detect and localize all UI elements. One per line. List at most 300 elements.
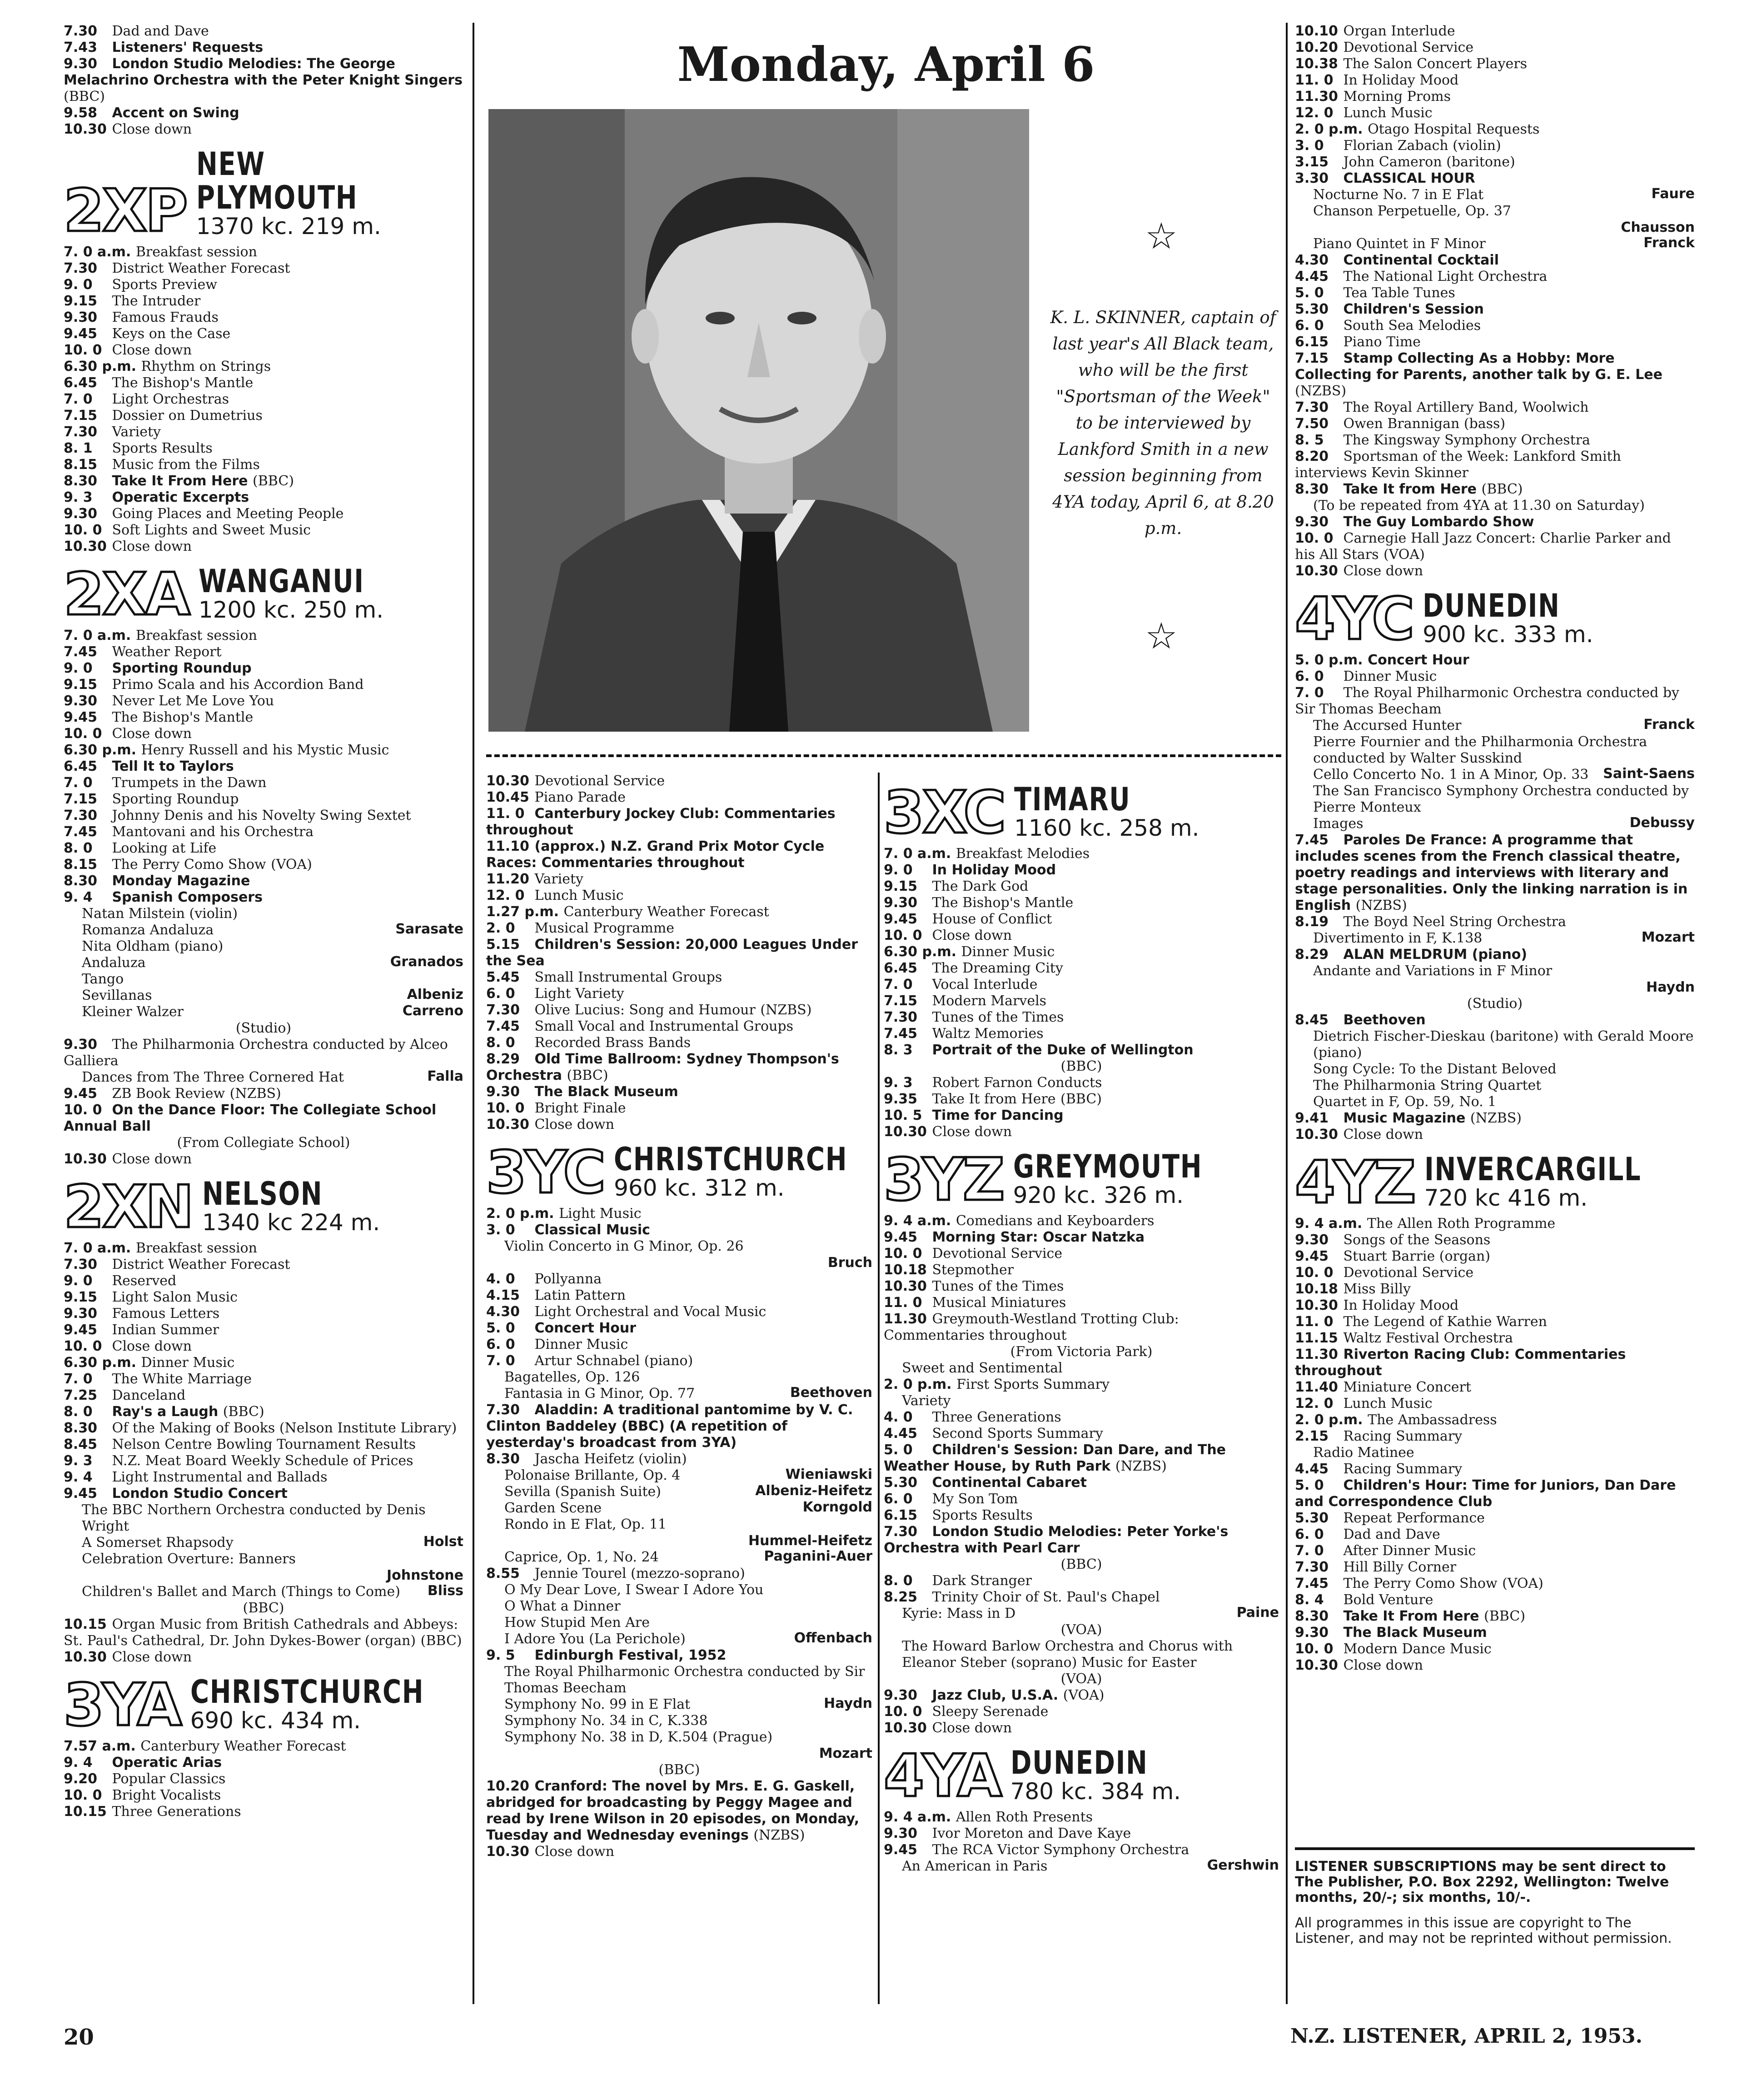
programme-time: 11. 0 xyxy=(1295,1314,1334,1330)
programme-time: 2. 0 p.m. xyxy=(486,1206,554,1222)
copyright-notice: All programmes in this issue are copyright to The Listener, and may not be reprinted without permission. xyxy=(1295,1915,1672,1946)
programme-row xyxy=(1295,1428,1695,1444)
programme-title: Breakfast session xyxy=(135,628,257,643)
programme-time: 6. 0 xyxy=(486,1337,515,1352)
programme-detail xyxy=(1295,783,1695,815)
programme-row xyxy=(1295,563,1695,579)
programme-title: Comedians and Keyboarders xyxy=(956,1213,1155,1229)
programme-title: Dad and Dave xyxy=(112,23,209,39)
detail-text: Tango xyxy=(82,971,124,987)
programme-time: 8.29 xyxy=(486,1051,520,1067)
programme-time: 10.10 xyxy=(1295,23,1338,39)
programme-time: 11. 0 xyxy=(884,1295,922,1311)
programme-detail xyxy=(486,1483,872,1500)
programme-title: Lunch Music xyxy=(1343,1396,1433,1412)
station-header xyxy=(64,145,463,245)
programme-title: Dinner Music xyxy=(961,944,1055,960)
programme-time: 11.30 xyxy=(1295,1347,1338,1362)
station-callsign: 4YA xyxy=(884,1742,1000,1810)
programme-time: 4.30 xyxy=(486,1304,520,1320)
programme-title: The National Light Orchestra xyxy=(1343,269,1548,284)
composer-line xyxy=(486,1254,872,1271)
programme-title: Jennie Tourel (mezzo-soprano) xyxy=(534,1566,745,1581)
programme-title: After Dinner Music xyxy=(1343,1543,1476,1559)
programme-title: Concert Hour xyxy=(534,1320,637,1336)
station-frequency: 960 kc. 312 m. xyxy=(614,1175,785,1201)
programme-title: Ray's a Laugh xyxy=(112,1404,219,1420)
programme-title: Devotional Service xyxy=(534,773,665,789)
programme-title: Racing Summary xyxy=(1343,1428,1463,1444)
programme-time: 9. 5 xyxy=(486,1647,515,1663)
programme-row xyxy=(64,1272,463,1289)
programme-title: Sporting Roundup xyxy=(112,791,239,807)
programme-time: 7.30 xyxy=(884,1009,918,1025)
programme-time: 7.30 xyxy=(1295,399,1329,415)
programme-title: Close down xyxy=(112,1649,192,1665)
detail-text: Kleiner Walzer xyxy=(82,1004,184,1020)
programme-title: Piano Time xyxy=(1343,334,1421,350)
programme-row xyxy=(884,911,1279,927)
programme-detail xyxy=(884,1858,1279,1874)
programme-row xyxy=(884,845,1279,862)
programme-time: 9.45 xyxy=(884,1229,918,1245)
subscriptions-box xyxy=(1295,1834,1695,1946)
programme-time: 5.15 xyxy=(486,937,520,953)
programme-detail xyxy=(1295,203,1695,219)
programme-time: 10. 5 xyxy=(884,1107,922,1123)
programme-row xyxy=(1295,913,1695,930)
programme-time: 9. 0 xyxy=(64,277,93,293)
programme-title: Carnegie Hall Jazz Concert: Charlie Parker and his All Stars xyxy=(1295,530,1671,563)
composer-name: Franck xyxy=(1643,717,1695,733)
programme-time: 10.38 xyxy=(1295,56,1338,72)
programme-time: 7.30 xyxy=(64,424,98,440)
programme-title: Edinburgh Festival, 1952 xyxy=(534,1647,727,1663)
programme-title: Breakfast session xyxy=(135,244,257,260)
programme-detail xyxy=(884,1360,1279,1376)
programme-time: 4.45 xyxy=(1295,269,1329,284)
detail-text: Symphony No. 38 in D, K.504 (Prague) xyxy=(504,1729,773,1745)
programme-row xyxy=(1295,832,1695,913)
programme-row xyxy=(64,1616,463,1649)
programme-row xyxy=(64,1420,463,1436)
programme-time: 9.45 xyxy=(64,1486,98,1501)
programme-row xyxy=(64,1322,463,1338)
programme-title: The Bishop's Mantle xyxy=(112,709,254,725)
programme-time: 9.45 xyxy=(64,1086,98,1102)
programme-time: 3.15 xyxy=(1295,154,1329,170)
programme-row xyxy=(884,1262,1279,1278)
programme-detail xyxy=(1295,1061,1695,1077)
programme-row xyxy=(486,1451,872,1467)
programme-title: The Kingsway Symphony Orchestra xyxy=(1343,432,1590,448)
station-info xyxy=(202,1177,380,1234)
programme-row xyxy=(1295,1542,1695,1559)
programme-time: 10.20 xyxy=(486,1778,529,1794)
programme-title: The Royal Philharmonic Orchestra conducted by Sir Thomas Beecham xyxy=(1295,685,1679,717)
star-icon: ☆ xyxy=(1145,215,1178,257)
programme-row xyxy=(884,1425,1279,1442)
programme-title: Old Time Ballroom: Sydney Thompson's Orchestra xyxy=(486,1051,839,1083)
programme-row xyxy=(486,838,872,871)
programme-row xyxy=(64,807,463,823)
programme-source: (BBC) xyxy=(1060,1091,1102,1107)
programme-time: 6.30 p.m. xyxy=(884,944,956,960)
schedule-column-4 xyxy=(1295,23,1695,1673)
programme-time: 10. 0 xyxy=(486,1100,525,1116)
programme-title: Small Vocal and Instrumental Groups xyxy=(534,1018,794,1034)
programme-title: Canterbury Jockey Club: Commentaries throughout xyxy=(486,806,836,838)
programme-row xyxy=(1295,432,1695,448)
programme-time: 12. 0 xyxy=(1295,105,1334,121)
programme-row xyxy=(1295,1575,1695,1591)
programme-row xyxy=(64,440,463,456)
programme-row xyxy=(1295,88,1695,105)
programme-row xyxy=(884,1491,1279,1507)
programme-row xyxy=(64,627,463,643)
detail-text: Images xyxy=(1313,816,1364,832)
programme-title: Dinner Music xyxy=(1343,668,1437,684)
programme-title: Close down xyxy=(932,1124,1012,1140)
programme-time: 9.41 xyxy=(1295,1110,1329,1126)
programme-note xyxy=(64,1134,463,1151)
station-info xyxy=(1013,1150,1249,1207)
programme-row xyxy=(64,758,463,774)
programme-title: Close down xyxy=(932,1720,1012,1736)
programme-row xyxy=(1295,668,1695,684)
detail-text: Bagatelles, Op. 126 xyxy=(504,1369,640,1385)
programme-row xyxy=(64,1771,463,1787)
programme-detail xyxy=(1295,766,1695,783)
programme-title: Stepmother xyxy=(932,1262,1014,1278)
programme-time: 2. 0 p.m. xyxy=(1295,1412,1363,1428)
programme-source: (VOA) xyxy=(1502,1576,1543,1591)
programme-detail xyxy=(486,1516,872,1532)
programme-title: Close down xyxy=(932,928,1012,943)
programme-time: 7.15 xyxy=(64,791,98,807)
programme-note xyxy=(884,1343,1279,1360)
programme-time: 8. 1 xyxy=(64,440,93,456)
programme-time: 9.15 xyxy=(884,878,918,894)
programme-row xyxy=(64,660,463,676)
programme-row xyxy=(64,39,463,55)
programme-title: Close down xyxy=(534,1117,615,1132)
programme-row xyxy=(64,1354,463,1371)
station-frequency: 900 kc. 333 m. xyxy=(1423,621,1593,648)
programme-title: Greymouth-Westland Trotting Club: Commentaries throughout xyxy=(884,1311,1179,1343)
programme-row xyxy=(64,1371,463,1387)
station-city: CHRISTCHURCH xyxy=(614,1141,848,1178)
programme-title: The Intruder xyxy=(112,293,201,309)
programme-title: Breakfast session xyxy=(135,1240,257,1256)
programme-row xyxy=(1295,1330,1695,1346)
programme-time: 9.45 xyxy=(1295,1248,1329,1264)
programme-row xyxy=(1295,1126,1695,1142)
programme-time: 8. 4 xyxy=(1295,1592,1324,1608)
programme-row xyxy=(486,1100,872,1116)
programme-source: (NZBS) xyxy=(753,1827,805,1843)
programme-time: 9.58 xyxy=(64,105,98,121)
programme-time: 9. 3 xyxy=(64,1453,93,1469)
programme-title: Artur Schnabel (piano) xyxy=(534,1353,693,1369)
programme-title: ZB Book Review xyxy=(112,1086,225,1102)
note-text: (BBC) xyxy=(1060,1058,1102,1074)
note-text: (Studio) xyxy=(1467,996,1523,1012)
programme-row xyxy=(1295,530,1695,563)
programme-row xyxy=(884,878,1279,894)
station-city: DUNEDIN xyxy=(1423,587,1560,624)
programme-title: Canterbury Weather Forecast xyxy=(140,1738,346,1754)
programme-time: 7.25 xyxy=(64,1387,98,1403)
programme-time: 10. 0 xyxy=(1295,1265,1334,1281)
programme-title: Close down xyxy=(1343,1657,1423,1673)
programme-detail xyxy=(1295,186,1695,203)
programme-title: Johnny Denis and his Novelty Swing Sextet xyxy=(112,808,411,823)
programme-note xyxy=(884,1621,1279,1638)
programme-title: Cranford: The novel by Mrs. E. G. Gaskell, abridged for broadcasting by Peggy Magee and read by Irene Wilson in 20 episodes, on Monday, Tuesday and Wednesday evenings xyxy=(486,1778,860,1843)
programme-title: Trinity Choir of St. Paul's Chapel xyxy=(932,1589,1160,1605)
station-header xyxy=(884,1742,1279,1810)
programme-time: 8.45 xyxy=(64,1437,98,1452)
programme-detail xyxy=(486,1549,872,1565)
programme-title: Light Variety xyxy=(534,986,624,1002)
programme-row xyxy=(64,244,463,260)
programme-title: Children's Session xyxy=(1343,301,1484,317)
programme-title: The Black Museum xyxy=(534,1084,678,1100)
programme-time: 8.20 xyxy=(1295,449,1329,464)
programme-time: 9. 4 a.m. xyxy=(884,1213,951,1229)
programme-title: Music from the Films xyxy=(112,457,260,473)
detail-text: Dances from The Three Cornered Hat xyxy=(82,1069,344,1085)
composer-name: Saint-Saens xyxy=(1603,766,1695,782)
programme-source: (NZBS) xyxy=(1295,383,1347,399)
programme-row xyxy=(884,960,1279,976)
programme-title: The Dark God xyxy=(932,878,1029,894)
programme-detail xyxy=(64,922,463,938)
programme-title: Olive Lucius: Song and Humour xyxy=(534,1002,756,1018)
programme-row xyxy=(64,309,463,325)
programme-row xyxy=(1295,1215,1695,1232)
programme-row xyxy=(884,894,1279,911)
programme-time: 9.30 xyxy=(64,693,98,709)
programme-title: First Sports Summary xyxy=(956,1377,1110,1392)
programme-time: 10. 0 xyxy=(64,726,102,742)
programme-row xyxy=(64,23,463,39)
detail-text: Caprice, Op. 1, No. 24 xyxy=(504,1549,659,1565)
programme-title: Lunch Music xyxy=(1343,105,1433,121)
programme-title: Pollyanna xyxy=(534,1271,602,1287)
station-city: GREYMOUTH xyxy=(1013,1148,1202,1185)
programme-row xyxy=(1295,1412,1695,1428)
programme-detail xyxy=(486,1385,872,1402)
detail-text: Divertimento in F, K.138 xyxy=(1313,930,1483,946)
composer-name: Holst xyxy=(423,1534,463,1550)
programme-title: Famous Letters xyxy=(112,1306,220,1322)
programme-row xyxy=(486,789,872,805)
programme-detail xyxy=(486,1238,872,1254)
programme-time: 12. 0 xyxy=(486,888,525,903)
programme-time: 10.30 xyxy=(486,1844,529,1860)
programme-title: Rhythm on Strings xyxy=(141,359,271,374)
programme-row xyxy=(64,325,463,342)
programme-row xyxy=(884,1294,1279,1311)
publication-footer: N.Z. LISTENER, APRIL 2, 1953. xyxy=(1290,2025,1642,2048)
programme-time: 3. 0 xyxy=(1295,138,1324,154)
programme-time: 9.45 xyxy=(884,1842,918,1858)
programme-time: 4.15 xyxy=(486,1287,520,1303)
programme-time: 7.45 xyxy=(884,1026,918,1042)
programme-title: Close down xyxy=(1343,1127,1423,1142)
programme-time: 5.30 xyxy=(1295,301,1329,317)
programme-time: 7. 0 xyxy=(64,1371,93,1387)
programme-time: 11. 0 xyxy=(1295,72,1334,88)
programme-row xyxy=(884,1474,1279,1491)
programme-note xyxy=(486,1761,872,1778)
detail-text: Garden Scene xyxy=(504,1500,602,1516)
programme-time: 7.15 xyxy=(884,993,918,1009)
programme-time: 4. 0 xyxy=(486,1271,515,1287)
programme-row xyxy=(1295,1657,1695,1673)
portrait-photo xyxy=(488,109,1029,732)
detail-text: The Accursed Hunter xyxy=(1313,718,1462,733)
station-city: NELSON xyxy=(202,1175,323,1212)
programme-title: N.Z. Meat Board Weekly Schedule of Prices xyxy=(112,1453,413,1469)
programme-row xyxy=(884,976,1279,993)
programme-title: Tea Table Tunes xyxy=(1343,285,1455,301)
detail-text: Andante and Variations in F Minor xyxy=(1313,963,1553,979)
programme-row xyxy=(64,293,463,309)
station-frequency: 690 kc. 434 m. xyxy=(190,1707,361,1734)
detail-text: Cello Concerto No. 1 in A Minor, Op. 33 xyxy=(1313,767,1589,783)
programme-time: 7.57 a.m. xyxy=(64,1738,136,1754)
programme-row xyxy=(64,1256,463,1272)
programme-time: 9.30 xyxy=(64,56,98,72)
programme-detail xyxy=(1295,497,1695,514)
programme-time: 9.30 xyxy=(64,1306,98,1322)
programme-title: The Salon Concert Players xyxy=(1343,56,1528,72)
station-callsign: 3XC xyxy=(884,779,1005,847)
programme-title: Take It From Here xyxy=(112,473,248,489)
programme-row xyxy=(1295,399,1695,415)
programme-time: 8.45 xyxy=(1295,1012,1329,1028)
detail-text: Kyrie: Mass in D xyxy=(902,1606,1016,1621)
programme-row xyxy=(1295,72,1695,88)
programme-time: 7. 0 a.m. xyxy=(64,244,131,260)
programme-title: Variety xyxy=(112,424,161,440)
programme-title: Second Sports Summary xyxy=(932,1426,1103,1442)
station-header xyxy=(64,561,463,629)
programme-detail xyxy=(884,1605,1279,1621)
programme-title: Light Salon Music xyxy=(112,1289,238,1305)
detail-text: Celebration Overture: Banners xyxy=(82,1551,296,1567)
station-header xyxy=(486,1139,872,1207)
programme-time: 2. 0 xyxy=(486,920,515,936)
programme-row xyxy=(64,774,463,791)
programme-title: Organ Interlude xyxy=(1343,23,1455,39)
programme-detail xyxy=(486,1631,872,1647)
programme-time: 9.35 xyxy=(884,1091,918,1107)
programme-row xyxy=(1295,1608,1695,1624)
programme-title: Miniature Concert xyxy=(1343,1379,1471,1395)
programme-time: 9.45 xyxy=(64,1322,98,1338)
detail-text: (To be repeated from 4YA at 11.30 on Saturday) xyxy=(1313,498,1645,514)
programme-title: Paroles De France: A programme that includes scenes from the French classical theatre, poetry readings and interviews with literary and stage personalities. Only the linking narration is in English xyxy=(1295,832,1688,913)
programme-title: Otago Hospital Requests xyxy=(1368,121,1540,137)
station-city: TIMARU xyxy=(1014,781,1131,818)
programme-detail xyxy=(64,1551,463,1567)
composer-name: Sarasate xyxy=(395,921,463,937)
programme-title: Vocal Interlude xyxy=(932,977,1038,993)
programme-time: 9.30 xyxy=(64,309,98,325)
station-info xyxy=(1010,1746,1182,1803)
programme-detail xyxy=(64,954,463,971)
programme-note xyxy=(64,1600,463,1616)
programme-time: 10. 0 xyxy=(884,1704,922,1720)
programme-time: 10.30 xyxy=(64,121,107,137)
composer-name: Chausson xyxy=(1621,219,1695,235)
programme-detail xyxy=(486,1614,872,1631)
programme-time: 10.30 xyxy=(1295,1657,1338,1673)
programme-row xyxy=(884,943,1279,960)
programme-title: The RCA Victor Symphony Orchestra xyxy=(932,1842,1190,1858)
programme-time: 11.10 xyxy=(486,838,529,854)
programme-time: 8. 0 xyxy=(64,840,93,856)
programme-row xyxy=(1295,1395,1695,1412)
programme-time: 8.30 xyxy=(486,1451,520,1467)
programme-time: 10. 0 xyxy=(1295,530,1334,546)
programme-title: Operatic Arias xyxy=(112,1755,222,1771)
composer-name: Haydn xyxy=(824,1696,872,1711)
programme-title: Small Instrumental Groups xyxy=(534,969,722,985)
note-text: (From Collegiate School) xyxy=(177,1135,350,1151)
programme-time: 11.15 xyxy=(1295,1330,1338,1346)
programme-row xyxy=(64,456,463,473)
station-callsign: 2XN xyxy=(64,1173,192,1241)
programme-title: Three Generations xyxy=(932,1409,1061,1425)
programme-row xyxy=(884,1025,1279,1042)
programme-title: The Bishop's Mantle xyxy=(112,375,254,391)
programme-title: Miss Billy xyxy=(1343,1281,1411,1297)
station-header xyxy=(64,1173,463,1241)
programme-time: 6.30 p.m. xyxy=(64,1355,136,1371)
programme-row xyxy=(884,993,1279,1009)
programme-time: 7. 0 xyxy=(64,775,93,791)
programme-time: 8.15 xyxy=(64,857,98,873)
programme-time: 9.30 xyxy=(1295,514,1329,530)
programme-row xyxy=(1295,1461,1695,1477)
programme-time: 10.15 xyxy=(64,1616,107,1632)
detail-text: Polonaise Brillante, Op. 4 xyxy=(504,1467,681,1483)
programme-row xyxy=(64,676,463,693)
programme-time: 7.45 xyxy=(1295,1576,1329,1591)
programme-title: Portrait of the Duke of Wellington xyxy=(932,1042,1194,1058)
programme-title: Allen Roth Presents xyxy=(956,1809,1093,1825)
composer-name: Franck xyxy=(1643,235,1695,251)
programme-row xyxy=(486,773,872,789)
detail-text: O My Dear Love, I Swear I Adore You xyxy=(504,1582,764,1598)
schedule-column-2 xyxy=(486,773,872,1860)
programme-title: Waltz Festival Orchestra xyxy=(1343,1330,1513,1346)
programme-source: (NZBS) xyxy=(1355,898,1407,913)
station-callsign: 2XA xyxy=(64,561,189,629)
programme-title: Songs of the Seasons xyxy=(1343,1232,1491,1248)
detail-text: Romanza Andaluza xyxy=(82,922,214,938)
station-callsign: 3YZ xyxy=(884,1146,1003,1214)
programme-time: 9.15 xyxy=(64,1289,98,1305)
programme-title: Listeners' Requests xyxy=(112,40,264,55)
programme-row xyxy=(884,1687,1279,1703)
programme-title: The Philharmonia Orchestra conducted by Alceo Galliera xyxy=(64,1037,448,1069)
